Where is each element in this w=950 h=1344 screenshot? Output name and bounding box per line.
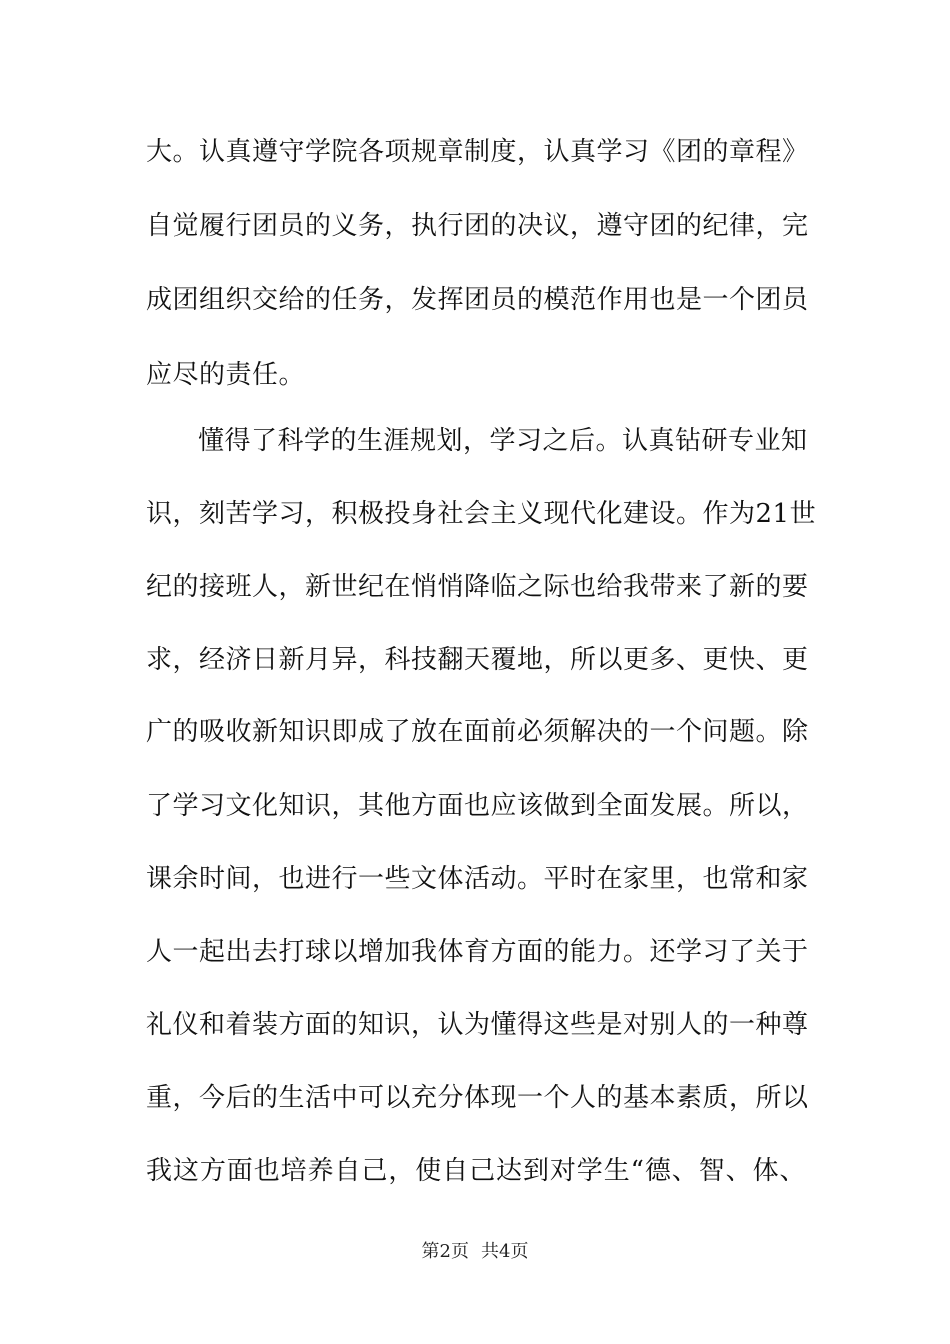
paragraph-first-line: 懂得了科学的生涯规划，学习之后。认真钻研专业知 bbox=[198, 426, 808, 456]
text-line: 识，刻苦学习，积极投身社会主义现代化建设。作为21世 bbox=[146, 499, 817, 529]
text-line: 礼仪和着装方面的知识，认为懂得这些是对别人的一种尊 bbox=[146, 1010, 809, 1040]
text-line: 大。认真遵守学院各项规章制度，认真学习《团的章程》 bbox=[146, 137, 809, 167]
text-line: 自觉履行团员的义务，执行团的决议，遵守团的纪律，完 bbox=[146, 211, 809, 241]
text-line: 课余时间，也进行一些文体活动。平时在家里，也常和家 bbox=[146, 864, 809, 894]
text-line: 我这方面也培养自己，使自己达到对学生“德、智、体、 bbox=[146, 1156, 806, 1186]
text-line: 求，经济日新月异，科技翻天覆地，所以更多、更快、更 bbox=[146, 645, 809, 675]
page-total: 共4页 bbox=[481, 1241, 529, 1262]
text-line: 重，今后的生活中可以充分体现一个人的基本素质，所以 bbox=[146, 1083, 809, 1113]
text-line: 了学习文化知识，其他方面也应该做到全面发展。所以， bbox=[146, 791, 809, 821]
page-footer bbox=[0, 1240, 950, 1264]
page-number: 第2页 bbox=[421, 1241, 469, 1262]
text-line: 人一起出去打球以增加我体育方面的能力。还学习了关于 bbox=[146, 937, 809, 967]
text-line: 纪的接班人，新世纪在悄悄降临之际也给我带来了新的要 bbox=[146, 572, 809, 602]
text-line: 应尽的责任。 bbox=[146, 360, 306, 390]
text-line: 广的吸收新知识即成了放在面前必须解决的一个问题。除 bbox=[146, 717, 809, 747]
text-line: 成团组织交给的任务，发挥团员的模范作用也是一个团员 bbox=[146, 285, 809, 315]
